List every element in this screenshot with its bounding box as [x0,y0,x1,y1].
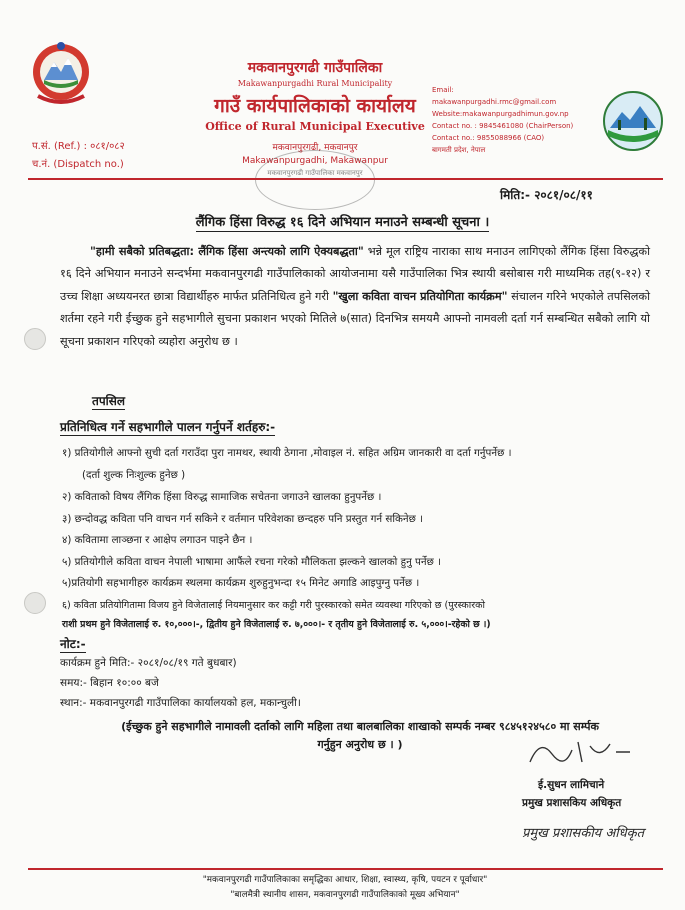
subject-line [40,212,645,230]
notice-paragraph [60,241,650,353]
punch-hole [24,328,46,350]
reference-block [32,138,125,174]
letter-date: मिति:- २०८१/०८/११ [500,188,593,202]
footer-slogan: "मकवानपुरगढी गाउँपालिकाका समृद्धिका आधार, शिक्षा, स्वास्थ्य, कृषि, पयटन र पूर्वाधार" [202,875,488,885]
event-time: समय:- बिहान १०:०० बजे [60,677,159,689]
condition-item: ६) कविता प्रतियोगितामा विजय हुने विजेतालाई नियमानुसार कर कट्टी गरी पुरस्कारको समेत व्यवस्था गरिएको छ (पुरस्कारको [62,600,486,611]
condition-item: ५) प्रतियोगीले कविता वाचन नेपाली भाषामा आफैंले रचना गरेको मौलिकता झल्कने खालको हुनु पर्नेछ । [62,556,442,568]
closing-line: गर्नुहुन अनुरोध छ । ) [317,738,403,751]
handwritten-title: प्रमुख प्रशासकीय अधिकृत [522,826,645,841]
dispatch-number: च.नं. (Dispatch no.) [32,159,124,170]
condition-item: ४) कवितामा लाञ्छना र आक्षेप लगाउन पाइने छैन । [62,534,253,546]
signatory-title: प्रमुख प्रशासकिय अधिकृत [522,797,622,809]
footer-divider [28,868,663,870]
ref-number: प.सं. (Ref.) : ०८१/०८२ [32,141,125,152]
prize-details: राशी प्रथम हुने विजेतालाई रु. १०,०००।-, द्वितीय हुने विजेतालाई रु. ७,०००।- र तृतीय हुने विजेतालाई रु. ५,०००।-रहेको छ ।) [62,619,491,630]
subject-text: लैंगिक हिंसा विरुद्ध १६ दिने अभियान मनाउने सम्बन्धी सूचना । [195,215,490,230]
punch-hole [24,592,46,614]
condition-item: ५)प्रतियोगी सहभागीहरु कार्यक्रम स्थलमा कार्यक्रम शुरुहुनुभन्दा १५ मिनेट अगाडि आइपुग्नु पर्नेछ । [62,577,420,589]
conditions-heading: प्रतिनिधित्व गर्ने सहभागीले पालन गर्नुपर्ने शर्तहरु:- [60,420,276,434]
competition-name: "खुला कविता वाचन प्रतियोगिता कार्यक्रम" [332,289,508,303]
event-date: कार्यक्रम हुने मिति:- २०८१/०८/१९ गते बुधबार) [60,657,237,669]
closing-line: (ईच्छुक हुने सहभागीले नामावली दर्ताको लागि महिला तथा बालबालिका शाखाको सम्पर्क नम्बर ९८४५१२४५८० मा सर्म्पक [121,720,599,733]
contact-line: Website:makawanpurgadhimun.gov.np [432,110,569,118]
office-stamp: मकवानपुरगढी गाउँपालिका मकवानपुर [255,150,375,210]
paragraph-text: भन्ने मूल राष्ट्रिय नाराका साथ मनाउन लागिएको लैंगिक हिंसा विरुद्धको १६ दिने अभियान मनाउने सन्दर्भमा मकवानपुरगढी गाउँपालिकाको आयोजनामा यसै गाउँपालिका भित्र स्थायी बसोबास गरी माध्यमिक तह(९-१२) र उच्च शिक्षा अध्ययनरत छात्रा विद्यार्थीहरु मार्फत प्रतिनिधित्व हुने गरी [60,245,650,303]
municipality-logo-icon [602,90,664,152]
contact-block [432,84,573,156]
contact-line: makawanpurgadhi.rmc@gmail.com [432,98,557,106]
event-venue: स्थान:- मकवानपुरगढी गाउँपालिका कार्यालयको हल, मकान्चुली। [60,697,301,709]
footer-slogan: "बालमैत्री स्थानीय शासन, मकवानपुरगढी गाउँपालिकाको मूख्य अभियान" [230,890,460,900]
office-name-nepali: गाउँ कार्यपालिकाको कार्यालय [214,95,416,117]
contact-line: बागमती प्रदेश, नेपाल [432,146,486,154]
contact-line: Email: [432,86,454,94]
contact-line: Contact no.: 9855088966 (CAO) [432,134,545,142]
address-english: Makawanpurgadhi, Makawanpur [242,156,388,166]
campaign-slogan: "हामी सबैको प्रतिबद्धता: लैंगिक हिंसा अन्त्यको लागि ऐक्यबद्धता" [90,245,364,258]
address-nepali: मकवानपुरगढी, मकवानपुर [272,143,358,153]
condition-item: १) प्रतियोगीले आफ्नो सुची दर्ता गराउँदा पुरा नामथर, स्थायी ठेगाना ,मोवाइल नं. सहित अग्रिम जानकारी वा दर्ता गर्नुपर्नेछ । [62,447,512,459]
schedule-heading: तपसिल [92,394,126,408]
org-name-english: Makawanpurgadhi Rural Municipality [237,79,393,88]
org-name-nepali: मकवानपुरगढी गाउँपालिका [247,60,383,76]
note-heading: नोट:- [60,637,86,651]
nepal-emblem-icon [30,38,92,110]
signatory-name: ई.सुधन लामिचाने [538,779,605,791]
office-name-english: Office of Rural Municipal Executive [205,120,425,133]
signature-icon [520,732,640,772]
paragraph-text: संचालन गरिने भएकोले तपसिलको शर्तमा रहने गरी ईच्छुक हुने सहभागीले सुचना प्रकाशन भएको मितिले ७(सात) दिनभित्र समयमै आफ्नो नामवली दर्ता गर्न सम्बन्धित सबैको लागि यो सूचना प्रकाशन गरिएको व्यहोरा अनुरोध छ । [60,289,650,348]
condition-item: (दर्ता शुल्क निःशुल्क हुनेछ ) [82,469,186,481]
contact-line: Contact no. : 9845461080 (ChairPerson) [432,122,574,130]
condition-item: २) कविताको विषय लैंगिक हिंसा विरुद्ध सामाजिक सचेतना जगाउने खालका हुनुपर्नेछ । [62,491,382,503]
header-divider [28,178,663,180]
condition-item: ३) छन्दोवद्ध कविता पनि वाचन गर्न सकिने र वर्तमान परिवेशका छन्दहरु पनि प्रस्तुत गर्न सकिनेछ । [62,513,424,525]
